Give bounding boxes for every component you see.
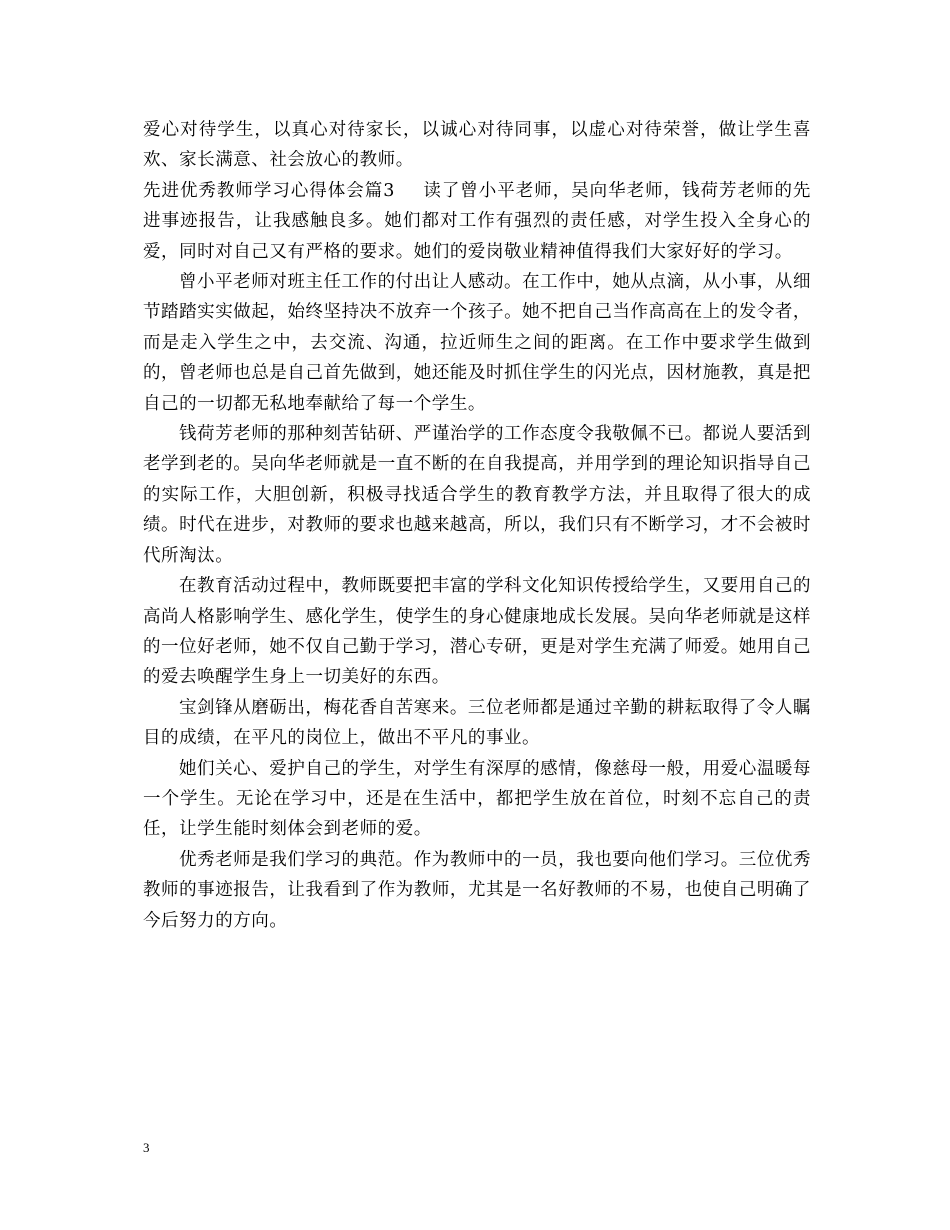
section-heading: 先进优秀教师学习心得体会篇3 xyxy=(143,180,395,201)
section-heading-line xyxy=(143,176,811,267)
continued-paragraph: 爱心对待学生，以真心对待家长，以诚心对待同事，以虚心对待荣誉，做让学生喜欢、家长满意、社会放心的教师。 xyxy=(143,120,811,171)
body-paragraph: 钱荷芳老师的那种刻苦钻研、严谨治学的工作态度令我敬佩不已。都说人要活到老学到老的。吴向华老师就是一直不断的在自我提高，并用学到的理论知识指导自己的实际工作，大胆创新，积极寻找适合学生的教育教学方法，并且取得了很大的成绩。时代在进步，对教师的要求也越来越高，所以，我们只有不断学习，才不会被时代所淘汰。 xyxy=(143,424,811,566)
body-paragraph: 优秀老师是我们学习的典范。作为教师中的一员，我也要向他们学习。三位优秀教师的事迹报告，让我看到了作为教师，尤其是一名好教师的不易，也使自己明确了今后努力的方向。 xyxy=(143,849,811,931)
body-paragraph: 曾小平老师对班主任工作的付出让人感动。在工作中，她从点滴，从小事，从细节踏踏实实做起，始终坚持决不放弃一个孩子。她不把自己当作高高在上的发令者，而是走入学生之中，去交流、沟通，拉近师生之间的距离。在工作中要求学生做到的，曾老师也总是自己首先做到，她还能及时抓住学生的闪光点，因材施教，真是把自己的一切都无私地奉献给了每一个学生。 xyxy=(143,272,811,414)
page-number: 3 xyxy=(143,1140,150,1155)
body-paragraph: 她们关心、爱护自己的学生，对学生有深厚的感情，像慈母一般，用爱心温暖每一个学生。无论在学习中，还是在生活中，都把学生放在首位，时刻不忘自己的责任，让学生能时刻体会到老师的爱。 xyxy=(143,758,811,840)
section-intro: 读了曾小平老师，吴向华老师，钱荷芳老师的先进事迹报告，让我感触良多。她们都对工作有强烈的责任感，对学生投入全身心的爱，同时对自己又有严格的要求。她们的爱岗敬业精神值得我们大家好好的学习。 xyxy=(143,180,811,262)
body-paragraph: 在教育活动过程中，教师既要把丰富的学科文化知识传授给学生，又要用自己的高尚人格影响学生、感化学生，使学生的身心健康地成长发展。吴向华老师就是这样的一位好老师，她不仅自己勤于学习，潜心专研，更是对学生充满了师爱。她用自己的爱去唤醒学生身上一切美好的东西。 xyxy=(143,576,811,688)
document-body xyxy=(143,115,811,936)
body-paragraph: 宝剑锋从磨砺出，梅花香自苦寒来。三位老师都是通过辛勤的耕耘取得了令人瞩目的成绩，在平凡的岗位上，做出不平凡的事业。 xyxy=(143,697,811,749)
